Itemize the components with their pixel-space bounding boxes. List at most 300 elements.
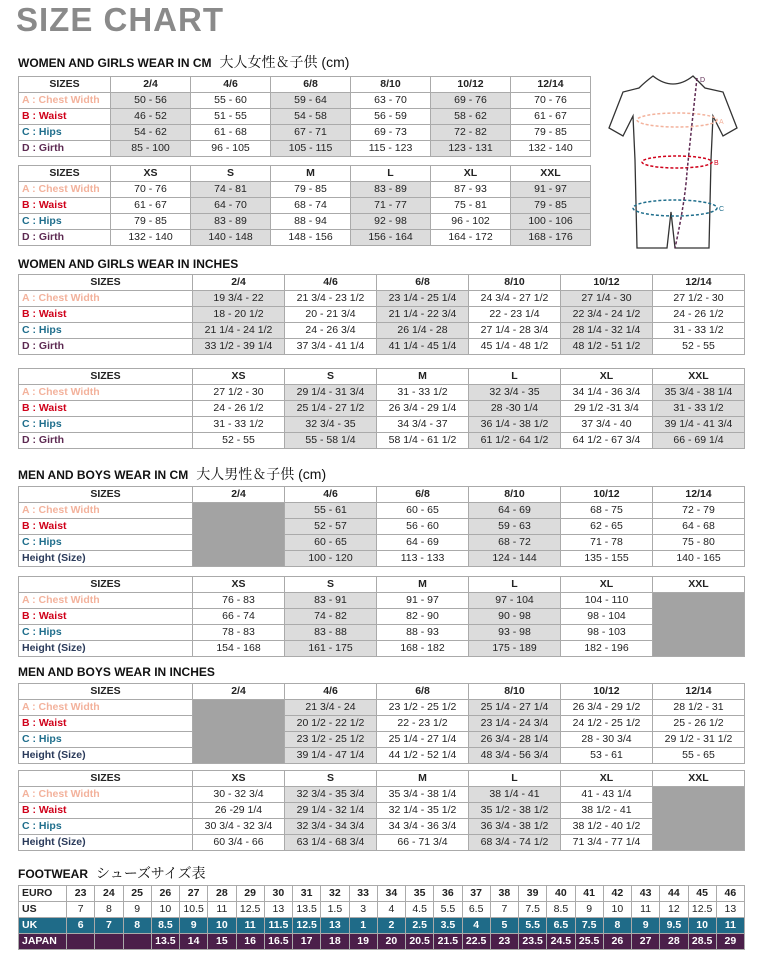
size-value-cell: 64 - 68	[653, 519, 745, 535]
size-column-header: M	[377, 577, 469, 593]
size-value-cell: 28 1/2 - 31	[653, 700, 745, 716]
size-value-cell: 182 - 196	[561, 641, 653, 657]
size-value-cell: 96 - 102	[431, 214, 511, 230]
size-value-cell: 74 - 82	[285, 609, 377, 625]
footwear-cell: 11	[632, 902, 660, 918]
size-column-header: 8/10	[469, 275, 561, 291]
footwear-cell: 2	[377, 918, 405, 934]
size-value-cell: 34 3/4 - 36 3/4	[377, 819, 469, 835]
size-value-cell: 48 3/4 - 56 3/4	[469, 748, 561, 764]
size-value-cell: 23 1/2 - 25 1/2	[285, 732, 377, 748]
size-value-cell: 78 - 83	[193, 625, 285, 641]
figure-letter-b: B	[714, 160, 719, 167]
footwear-cell	[95, 934, 123, 950]
size-value-cell: 83 - 89	[191, 214, 271, 230]
size-column-header: 6/8	[377, 684, 469, 700]
size-value-cell: 79 - 85	[271, 182, 351, 198]
size-column-header: L	[469, 577, 561, 593]
size-value-cell: 26 3/4 - 29 1/2	[561, 700, 653, 716]
footwear-cell: 13	[264, 902, 292, 918]
size-value-cell: 132 - 140	[111, 230, 191, 246]
size-value-cell: 29 1/2 -31 3/4	[561, 401, 653, 417]
size-value-cell: 68 - 72	[469, 535, 561, 551]
size-column-header: M	[377, 771, 469, 787]
footwear-cell: 29	[716, 934, 744, 950]
size-value-cell: 64 - 69	[377, 535, 469, 551]
footwear-cell: 36	[434, 886, 462, 902]
size-value-cell: 68 - 74	[271, 198, 351, 214]
footwear-cell: 13.5	[151, 934, 179, 950]
size-value-cell: 135 - 155	[561, 551, 653, 567]
measurement-label: C : Hips	[19, 535, 193, 551]
size-column-header: S	[191, 166, 271, 182]
footwear-cell: 10.5	[180, 902, 208, 918]
size-value-cell: 115 - 123	[351, 141, 431, 157]
size-value-cell: 100 - 106	[511, 214, 591, 230]
size-value-cell: 53 - 61	[561, 748, 653, 764]
footwear-cell: 23	[490, 934, 518, 950]
footwear-cell: 1	[349, 918, 377, 934]
size-column-header: XS	[193, 577, 285, 593]
footwear-cell: 12	[660, 902, 688, 918]
footwear-cell: 46	[716, 886, 744, 902]
measurement-label: D : Girth	[19, 230, 111, 246]
measurement-label: Height (Size)	[19, 748, 193, 764]
size-value-cell: 36 1/4 - 38 1/2	[469, 417, 561, 433]
footwear-table	[18, 885, 745, 950]
size-value-cell: 70 - 76	[111, 182, 191, 198]
size-value-cell: 68 - 75	[561, 503, 653, 519]
footwear-cell: 10	[208, 918, 236, 934]
size-column-header: L	[351, 166, 431, 182]
footwear-cell: 24	[95, 886, 123, 902]
size-column-header: S	[285, 771, 377, 787]
size-value-cell: 46 - 52	[111, 109, 191, 125]
footwear-cell: 28.5	[688, 934, 716, 950]
footwear-cell: 3	[349, 902, 377, 918]
size-column-header: 6/8	[377, 275, 469, 291]
size-value-cell: 34 1/4 - 36 3/4	[561, 385, 653, 401]
sizes-header: SIZES	[19, 487, 193, 503]
measurement-label: C : Hips	[19, 125, 111, 141]
size-column-header: XXL	[511, 166, 591, 182]
size-column-header: 12/14	[653, 275, 745, 291]
size-table	[18, 76, 591, 157]
footwear-cell: 15	[208, 934, 236, 950]
footwear-cell: 10	[688, 918, 716, 934]
size-column-header: 2/4	[193, 487, 285, 503]
size-value-cell: 105 - 115	[271, 141, 351, 157]
size-value-cell: 83 - 91	[285, 593, 377, 609]
size-column-header: L	[469, 771, 561, 787]
size-table	[18, 770, 745, 851]
footwear-cell: 13.5	[293, 902, 321, 918]
size-value-cell: 22 - 23 1/2	[377, 716, 469, 732]
size-value-cell: 168 - 176	[511, 230, 591, 246]
size-column-header: XXL	[653, 771, 745, 787]
footwear-cell: 13	[321, 918, 349, 934]
footwear-cell: 30	[264, 886, 292, 902]
size-value-cell: 91 - 97	[511, 182, 591, 198]
size-column-header: 10/12	[561, 487, 653, 503]
footwear-cell: 34	[377, 886, 405, 902]
footwear-row	[19, 918, 745, 934]
footwear-cell: 18	[321, 934, 349, 950]
size-value-cell: 45 1/4 - 48 1/2	[469, 339, 561, 355]
size-value-cell: 61 - 68	[191, 125, 271, 141]
sizes-header: SIZES	[19, 771, 193, 787]
size-column-header: M	[377, 369, 469, 385]
size-value-cell: 168 - 182	[377, 641, 469, 657]
size-value-cell: 21 3/4 - 23 1/2	[285, 291, 377, 307]
footwear-label: UK	[19, 918, 67, 934]
size-value-cell: 50 - 56	[111, 93, 191, 109]
footwear-cell: 6.5	[547, 918, 575, 934]
size-value-cell: 97 - 104	[469, 593, 561, 609]
section-title-men-inches: MEN AND BOYS WEAR IN INCHES	[18, 665, 215, 679]
size-value-cell: 87 - 93	[431, 182, 511, 198]
size-value-cell: 31 - 33 1/2	[377, 385, 469, 401]
size-value-cell: 63 - 70	[351, 93, 431, 109]
footwear-cell: 9	[632, 918, 660, 934]
size-value-cell: 104 - 110	[561, 593, 653, 609]
size-value-cell: 82 - 90	[377, 609, 469, 625]
footwear-cell: 38	[490, 886, 518, 902]
size-value-cell: 58 1/4 - 61 1/2	[377, 433, 469, 449]
footwear-cell: 25	[123, 886, 151, 902]
measurement-label: C : Hips	[19, 819, 193, 835]
size-value-cell: 79 - 85	[511, 125, 591, 141]
size-value-cell: 26 3/4 - 28 1/4	[469, 732, 561, 748]
footwear-cell: 41	[575, 886, 603, 902]
size-column-header: 2/4	[111, 77, 191, 93]
footwear-cell: 26	[151, 886, 179, 902]
size-value-cell: 66 - 69 1/4	[653, 433, 745, 449]
size-value-cell: 25 1/4 - 27 1/2	[285, 401, 377, 417]
unavailable-cell	[193, 700, 285, 764]
footwear-cell: 19	[349, 934, 377, 950]
size-value-cell: 52 - 55	[653, 339, 745, 355]
size-value-cell: 88 - 93	[377, 625, 469, 641]
footwear-row	[19, 902, 745, 918]
sizes-header: SIZES	[19, 77, 111, 93]
size-column-header: 12/14	[511, 77, 591, 93]
size-column-header: XL	[561, 369, 653, 385]
footwear-cell: 45	[688, 886, 716, 902]
size-column-header: 4/6	[285, 275, 377, 291]
body-measurement-figure-icon	[605, 72, 745, 256]
measurement-label: C : Hips	[19, 625, 193, 641]
size-value-cell: 24 3/4 - 27 1/2	[469, 291, 561, 307]
size-value-cell: 29 1/4 - 31 3/4	[285, 385, 377, 401]
footwear-cell: 29	[236, 886, 264, 902]
size-value-cell: 25 - 26 1/2	[653, 716, 745, 732]
size-value-cell: 23 1/2 - 25 1/2	[377, 700, 469, 716]
size-value-cell: 98 - 103	[561, 625, 653, 641]
size-column-header: 12/14	[653, 487, 745, 503]
size-value-cell: 44 1/2 - 52 1/4	[377, 748, 469, 764]
size-column-header: 4/6	[191, 77, 271, 93]
measurement-label: A : Chest Width	[19, 787, 193, 803]
footwear-cell: 25.5	[575, 934, 603, 950]
size-value-cell: 88 - 94	[271, 214, 351, 230]
size-value-cell: 113 - 133	[377, 551, 469, 567]
size-value-cell: 60 3/4 - 66	[193, 835, 285, 851]
size-value-cell: 66 - 74	[193, 609, 285, 625]
size-table	[18, 274, 745, 355]
footwear-cell: 10	[151, 902, 179, 918]
measurement-label: D : Girth	[19, 339, 193, 355]
size-value-cell: 27 1/4 - 28 3/4	[469, 323, 561, 339]
footwear-cell: 3.5	[434, 918, 462, 934]
size-value-cell: 59 - 64	[271, 93, 351, 109]
footwear-label: JAPAN	[19, 934, 67, 950]
footwear-cell	[67, 934, 95, 950]
footwear-cell: 4.5	[406, 902, 434, 918]
size-value-cell: 66 - 71 3/4	[377, 835, 469, 851]
footwear-cell: 20.5	[406, 934, 434, 950]
size-value-cell: 30 3/4 - 32 3/4	[193, 819, 285, 835]
size-value-cell: 24 1/2 - 25 1/2	[561, 716, 653, 732]
footwear-cell: 11	[236, 918, 264, 934]
size-value-cell: 161 - 175	[285, 641, 377, 657]
footwear-cell: 9	[180, 918, 208, 934]
footwear-cell: 22.5	[462, 934, 490, 950]
size-value-cell: 32 3/4 - 35	[285, 417, 377, 433]
section-title-women-cm-jp: 大人女性＆子供 (cm)	[219, 54, 350, 70]
measurement-label: B : Waist	[19, 198, 111, 214]
size-value-cell: 19 3/4 - 22	[193, 291, 285, 307]
sizes-header: SIZES	[19, 275, 193, 291]
footwear-cell: 13	[716, 902, 744, 918]
size-value-cell: 21 1/4 - 24 1/2	[193, 323, 285, 339]
size-value-cell: 76 - 83	[193, 593, 285, 609]
footwear-cell: 4	[377, 902, 405, 918]
size-value-cell: 54 - 58	[271, 109, 351, 125]
footwear-cell: 2.5	[406, 918, 434, 934]
size-value-cell: 68 3/4 - 74 1/2	[469, 835, 561, 851]
measurement-label: A : Chest Width	[19, 93, 111, 109]
size-value-cell: 83 - 89	[351, 182, 431, 198]
size-value-cell: 39 1/4 - 47 1/4	[285, 748, 377, 764]
size-value-cell: 41 - 43 1/4	[561, 787, 653, 803]
size-value-cell: 123 - 131	[431, 141, 511, 157]
size-value-cell: 55 - 61	[285, 503, 377, 519]
size-value-cell: 24 - 26 1/2	[653, 307, 745, 323]
size-value-cell: 18 - 20 1/2	[193, 307, 285, 323]
footwear-cell: 5	[490, 918, 518, 934]
size-column-header: XS	[193, 771, 285, 787]
size-column-header: 8/10	[351, 77, 431, 93]
figure-letter-c: C	[719, 206, 725, 213]
size-value-cell: 55 - 65	[653, 748, 745, 764]
measurement-label: B : Waist	[19, 109, 111, 125]
footwear-cell: 6.5	[462, 902, 490, 918]
measurement-label: C : Hips	[19, 214, 111, 230]
size-value-cell: 29 1/4 - 32 1/4	[285, 803, 377, 819]
size-value-cell: 56 - 59	[351, 109, 431, 125]
size-value-cell: 71 - 78	[561, 535, 653, 551]
size-value-cell: 48 1/2 - 51 1/2	[561, 339, 653, 355]
size-value-cell: 60 - 65	[285, 535, 377, 551]
unavailable-cell	[193, 503, 285, 567]
size-value-cell: 59 - 63	[469, 519, 561, 535]
footwear-row	[19, 934, 745, 950]
size-value-cell: 83 - 88	[285, 625, 377, 641]
footwear-cell: 28	[660, 934, 688, 950]
footwear-label: US	[19, 902, 67, 918]
size-value-cell: 164 - 172	[431, 230, 511, 246]
size-value-cell: 21 3/4 - 24	[285, 700, 377, 716]
size-value-cell: 74 - 81	[191, 182, 271, 198]
measurement-label: C : Hips	[19, 732, 193, 748]
footwear-cell: 43	[632, 886, 660, 902]
size-column-header: 4/6	[285, 684, 377, 700]
size-column-header: 10/12	[561, 275, 653, 291]
footwear-cell: 1.5	[321, 902, 349, 918]
size-value-cell: 55 - 60	[191, 93, 271, 109]
size-value-cell: 96 - 105	[191, 141, 271, 157]
size-value-cell: 36 3/4 - 38 1/2	[469, 819, 561, 835]
size-column-header: 6/8	[271, 77, 351, 93]
size-value-cell: 28 - 30 3/4	[561, 732, 653, 748]
unavailable-cell	[653, 787, 745, 851]
footwear-cell: 7	[67, 902, 95, 918]
footwear-cell: 12.5	[688, 902, 716, 918]
measurement-label: C : Hips	[19, 417, 193, 433]
measurement-label: A : Chest Width	[19, 385, 193, 401]
size-value-cell: 61 1/2 - 64 1/2	[469, 433, 561, 449]
size-value-cell: 79 - 85	[511, 198, 591, 214]
footwear-cell: 35	[406, 886, 434, 902]
size-value-cell: 31 - 33 1/2	[653, 401, 745, 417]
size-value-cell: 35 3/4 - 38 1/4	[653, 385, 745, 401]
footwear-cell: 28	[208, 886, 236, 902]
size-value-cell: 71 - 77	[351, 198, 431, 214]
size-value-cell: 55 - 58 1/4	[285, 433, 377, 449]
footwear-cell: 4	[462, 918, 490, 934]
footwear-cell: 12.5	[236, 902, 264, 918]
size-value-cell: 35 3/4 - 38 1/4	[377, 787, 469, 803]
size-value-cell: 72 - 79	[653, 503, 745, 519]
size-value-cell: 51 - 55	[191, 109, 271, 125]
size-value-cell: 24 - 26 3/4	[285, 323, 377, 339]
size-value-cell: 90 - 98	[469, 609, 561, 625]
measurement-label: Height (Size)	[19, 835, 193, 851]
size-column-header: 4/6	[285, 487, 377, 503]
measurement-label: B : Waist	[19, 803, 193, 819]
footwear-cell: 23.5	[519, 934, 547, 950]
size-value-cell: 67 - 71	[271, 125, 351, 141]
size-value-cell: 56 - 60	[377, 519, 469, 535]
size-value-cell: 25 1/4 - 27 1/4	[377, 732, 469, 748]
size-value-cell: 92 - 98	[351, 214, 431, 230]
size-value-cell: 33 1/2 - 39 1/4	[193, 339, 285, 355]
footwear-row	[19, 886, 745, 902]
sizes-header: SIZES	[19, 166, 111, 182]
footwear-cell: 12.5	[293, 918, 321, 934]
size-value-cell: 23 1/4 - 25 1/4	[377, 291, 469, 307]
size-value-cell: 30 - 32 3/4	[193, 787, 285, 803]
measurement-label: D : Girth	[19, 141, 111, 157]
footwear-cell: 37	[462, 886, 490, 902]
footwear-cell: 9	[575, 902, 603, 918]
footwear-cell: 7.5	[519, 902, 547, 918]
size-value-cell: 20 1/2 - 22 1/2	[285, 716, 377, 732]
footwear-cell: 8	[95, 902, 123, 918]
size-value-cell: 93 - 98	[469, 625, 561, 641]
footwear-cell: 40	[547, 886, 575, 902]
size-value-cell: 37 3/4 - 40	[561, 417, 653, 433]
footwear-cell: 8.5	[547, 902, 575, 918]
measurement-label: A : Chest Width	[19, 291, 193, 307]
size-column-header: S	[285, 577, 377, 593]
size-value-cell: 98 - 104	[561, 609, 653, 625]
section-title-men-cm-jp: 大人男性＆子供 (cm)	[196, 466, 327, 482]
size-value-cell: 54 - 62	[111, 125, 191, 141]
footwear-cell: 26	[603, 934, 631, 950]
size-value-cell: 140 - 165	[653, 551, 745, 567]
section-title-men-cm: MEN AND BOYS WEAR IN CM 大人男性＆子供 (cm)	[18, 466, 327, 482]
footwear-cell	[123, 934, 151, 950]
size-value-cell: 24 - 26 1/2	[193, 401, 285, 417]
size-column-header: XXL	[653, 577, 745, 593]
footwear-cell: 20	[377, 934, 405, 950]
size-value-cell: 69 - 73	[351, 125, 431, 141]
size-column-header: 10/12	[431, 77, 511, 93]
size-value-cell: 85 - 100	[111, 141, 191, 157]
measurement-label: A : Chest Width	[19, 503, 193, 519]
size-column-header: XL	[431, 166, 511, 182]
footwear-cell: 6	[67, 918, 95, 934]
size-value-cell: 156 - 164	[351, 230, 431, 246]
section-title-women-cm: WOMEN AND GIRLS WEAR IN CM 大人女性＆子供 (cm)	[18, 54, 350, 70]
size-value-cell: 25 1/4 - 27 1/4	[469, 700, 561, 716]
measurement-label: B : Waist	[19, 307, 193, 323]
size-value-cell: 31 - 33 1/2	[193, 417, 285, 433]
size-value-cell: 175 - 189	[469, 641, 561, 657]
size-value-cell: 23 1/4 - 24 3/4	[469, 716, 561, 732]
figure-letter-a: A	[719, 119, 724, 126]
size-value-cell: 38 1/4 - 41	[469, 787, 561, 803]
size-value-cell: 41 1/4 - 45 1/4	[377, 339, 469, 355]
size-column-header: 10/12	[561, 684, 653, 700]
measurement-label: A : Chest Width	[19, 700, 193, 716]
measurement-label: Height (Size)	[19, 551, 193, 567]
footwear-cell: 23	[67, 886, 95, 902]
size-value-cell: 124 - 144	[469, 551, 561, 567]
footwear-cell: 27	[632, 934, 660, 950]
footwear-cell: 5.5	[434, 902, 462, 918]
size-value-cell: 79 - 85	[111, 214, 191, 230]
footwear-cell: 8.5	[151, 918, 179, 934]
measurement-label: B : Waist	[19, 609, 193, 625]
size-column-header: 2/4	[193, 275, 285, 291]
footwear-cell: 10	[603, 902, 631, 918]
size-table	[18, 368, 745, 449]
size-value-cell: 70 - 76	[511, 93, 591, 109]
size-value-cell: 71 3/4 - 77 1/4	[561, 835, 653, 851]
size-value-cell: 27 1/2 - 30	[193, 385, 285, 401]
footwear-cell: 11.5	[264, 918, 292, 934]
footwear-cell: 14	[180, 934, 208, 950]
size-value-cell: 32 1/4 - 35 1/2	[377, 803, 469, 819]
size-value-cell: 37 3/4 - 41 1/4	[285, 339, 377, 355]
size-column-header: L	[469, 369, 561, 385]
measurement-label: A : Chest Width	[19, 593, 193, 609]
size-value-cell: 72 - 82	[431, 125, 511, 141]
size-column-header: XXL	[653, 369, 745, 385]
